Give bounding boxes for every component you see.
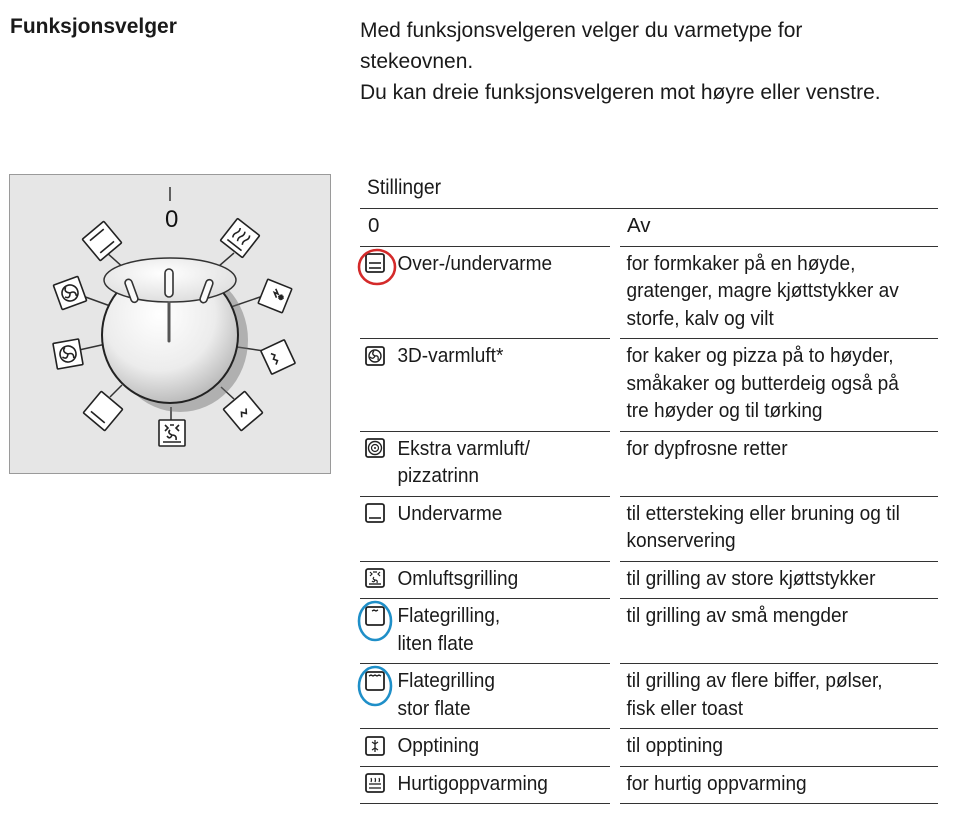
dial-fan-ring-icon (53, 339, 83, 369)
top-bottom-heat-icon (360, 250, 390, 277)
table-row (360, 339, 938, 432)
position-name: Opptining (397, 734, 480, 757)
position-name: Flategrilling, liten flate (397, 604, 501, 655)
dial-fan-grill-icon (159, 420, 185, 446)
function-selector-illustration (9, 174, 331, 474)
intro-line-1: Med funksjonsvelgeren velger du varmetype for stekeovnen. (360, 19, 803, 73)
table-row (360, 209, 938, 247)
fan-ring-icon (360, 435, 390, 462)
positions-heading: Stillinger (367, 176, 442, 199)
dial-fan-icon (53, 276, 86, 309)
table-row (360, 664, 938, 729)
position-desc: for hurtig oppvarming (626, 771, 807, 795)
position-desc: for kaker og pizza på to høyder, småkaker og butterdeig også på tre høyder og til tørking (626, 344, 899, 422)
position-name: Ekstra varmluft/ pizzatrinn (397, 436, 530, 487)
table-row (360, 561, 938, 599)
table-row (360, 431, 938, 496)
position-desc: Av (627, 214, 651, 237)
position-name: Flategrilling stor flate (397, 669, 495, 720)
position-desc: for dypfrosne retter (626, 436, 788, 460)
dial-small-grill-icon (223, 391, 262, 430)
position-name: Hurtigoppvarming (397, 771, 548, 795)
position-desc: til ettersteking eller bruning og til konservering (626, 501, 900, 552)
position-desc: til opptining (626, 734, 723, 757)
dial-diagram (10, 175, 332, 475)
position-desc: til grilling av store kjøttstykker (626, 566, 876, 590)
dial-rapid-heat-icon (220, 218, 259, 257)
dial-zero-label: 0 (165, 206, 179, 233)
table-row (360, 496, 938, 561)
rapid-heat-icon (360, 770, 390, 797)
fan-icon (360, 342, 390, 369)
dial-bottom-heat-icon (83, 391, 122, 430)
position-name: 0 (368, 214, 380, 237)
position-name: Omluftsgrilling (397, 566, 519, 590)
fan-grill-icon (360, 565, 390, 592)
table-row (360, 246, 938, 339)
large-grill-icon (360, 667, 390, 694)
table-row (360, 599, 938, 664)
intro-text (360, 15, 920, 108)
table-row (360, 729, 938, 767)
small-grill-icon (360, 602, 390, 629)
position-name: 3D-varmluft* (397, 344, 504, 367)
dial-top-bottom-heat-icon (82, 221, 121, 260)
defrost-icon (360, 732, 390, 759)
position-desc: til grilling av flere biffer, pølser, fisk eller toast (626, 669, 883, 720)
intro-line-2: Du kan dreie funksjonsvelgeren mot høyre eller venstre. (360, 81, 881, 104)
dial-defrost-icon (258, 279, 292, 313)
bottom-heat-icon (360, 500, 390, 527)
table-row (360, 766, 938, 804)
positions-table (360, 208, 938, 804)
position-name: Over-/undervarme (397, 251, 553, 275)
dial-large-grill-icon (261, 340, 296, 375)
section-title: Funksjonsvelger (10, 15, 177, 38)
position-desc: for formkaker på en høyde, gratenger, magre kjøttstykker av storfe, kalv og vilt (626, 251, 899, 330)
position-name: Undervarme (397, 501, 503, 525)
position-desc: til grilling av små mengder (626, 604, 848, 627)
